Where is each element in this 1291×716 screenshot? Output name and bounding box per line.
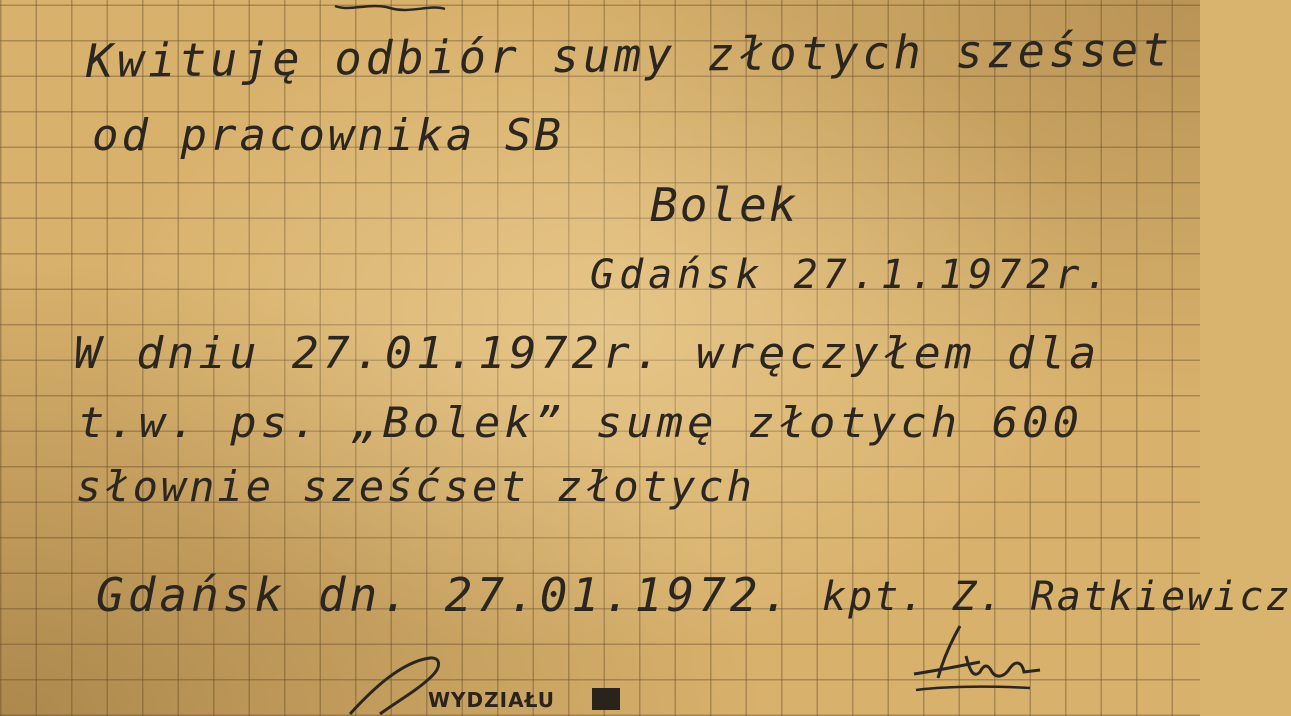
receipt-date-line: Gdańsk 27.1.1972r. — [590, 252, 1114, 298]
stamp-text: WYDZIAŁU — [428, 688, 555, 712]
stamp-mark — [592, 688, 620, 710]
top-ink-fragment — [330, 0, 450, 14]
handover-line-2: t.w. ps. „Bolek” sumę złotych 600 — [78, 398, 1084, 447]
handover-date-line: Gdańsk dn. 27.01.1972. — [96, 568, 794, 622]
signature-pseudonym: Bolek — [650, 178, 799, 232]
handover-line-1: W dniu 27.01.1972r. wręczyłem dla — [74, 328, 1101, 379]
handover-line-3: słownie sześćset złotych — [76, 462, 755, 511]
receipt-line-1: Kwituję odbiór sumy złotych sześset — [85, 22, 1174, 88]
receipt-line-2: od pracownika SB — [92, 110, 564, 161]
officer-signature — [900, 620, 1060, 700]
officer-name: kpt. Z. Ratkiewicz — [822, 574, 1291, 620]
